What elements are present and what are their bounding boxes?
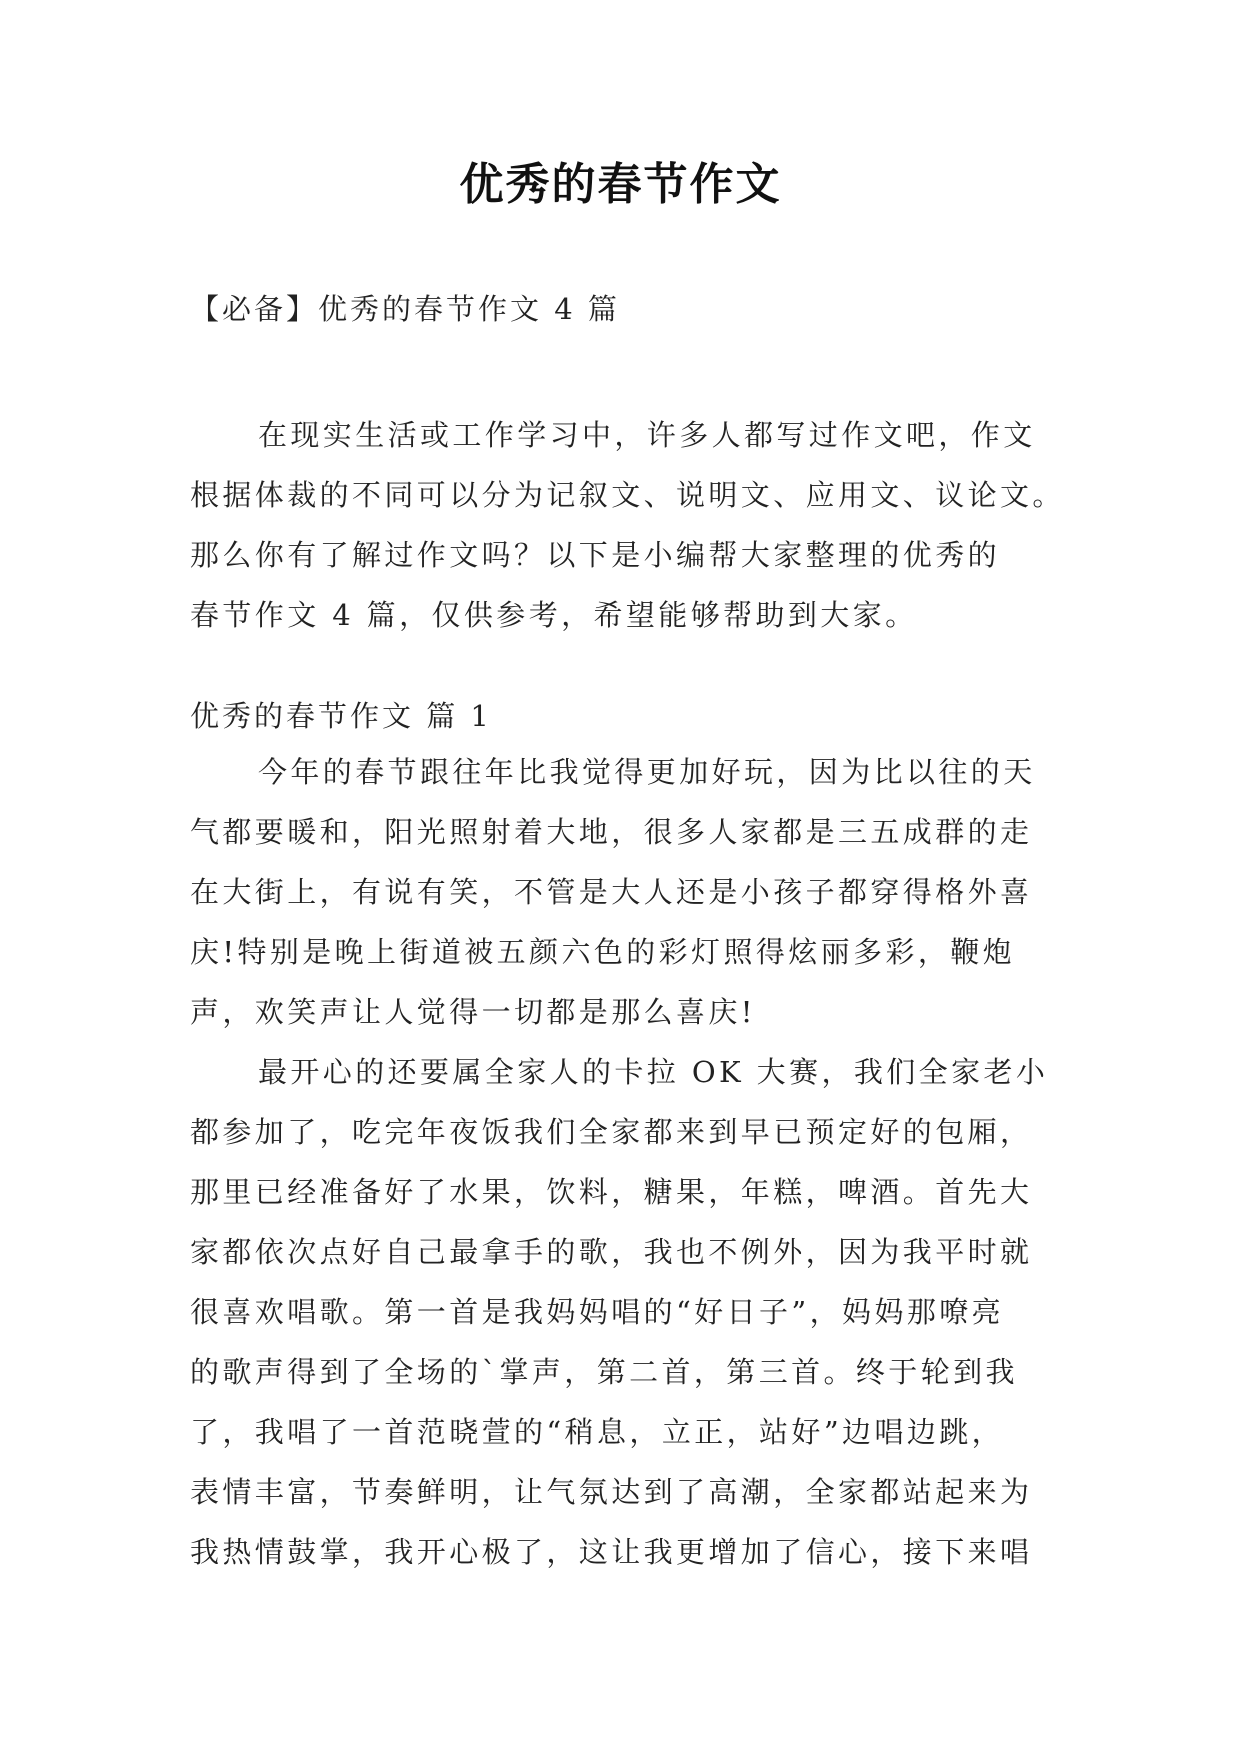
intro-paragraph [190, 405, 1070, 645]
intro-line: 那么你有了解过作文吗？以下是小编帮大家整理的优秀的 [190, 538, 1001, 572]
document-subtitle: 【必备】优秀的春节作文 4 篇 [190, 292, 620, 326]
intro-line: 春节作文 4 篇，仅供参考，希望能够帮助到大家。 [190, 598, 918, 632]
intro-line: 根据体裁的不同可以分为记叙文、说明文、应用文、议论文。 [190, 478, 1065, 512]
body-line: 庆!特别是晚上街道被五颜六色的彩灯照得炫丽多彩，鞭炮 [190, 935, 1016, 969]
intro-line: 在现实生活或工作学习中，许多人都写过作文吧，作文 [258, 418, 1036, 452]
document-title: 优秀的春节作文 [459, 159, 782, 210]
body-line: 的歌声得到了全场的`掌声，第二首，第三首。终于轮到我 [190, 1355, 1018, 1389]
body-line: 了，我唱了一首范晓萱的“稍息，立正，站好”边唱边跳， [190, 1415, 1005, 1449]
body-line: 很喜欢唱歌。第一首是我妈妈唱的“好日子”，妈妈那嘹亮 [190, 1295, 1005, 1329]
body-line: 那里已经准备好了水果，饮料，糖果，年糕，啤酒。首先大 [190, 1175, 1033, 1209]
body-line: 今年的春节跟往年比我觉得更加好玩，因为比以往的天 [258, 755, 1036, 789]
body-line: 都参加了，吃完年夜饭我们全家都来到早已预定好的包厢， [190, 1115, 1033, 1149]
body-line: 气都要暖和，阳光照射着大地，很多人家都是三五成群的走 [190, 815, 1033, 849]
body-line: 在大街上，有说有笑，不管是大人还是小孩子都穿得格外喜 [190, 875, 1033, 909]
section-body [190, 742, 1070, 1582]
body-line: 家都依次点好自己最拿手的歌，我也不例外，因为我平时就 [190, 1235, 1033, 1269]
body-line: 最开心的还要属全家人的卡拉 OK 大赛，我们全家老小 [258, 1055, 1049, 1089]
section-heading: 优秀的春节作文 篇 1 [190, 699, 492, 733]
body-line: 声，欢笑声让人觉得一切都是那么喜庆! [190, 995, 756, 1029]
body-line: 我热情鼓掌，我开心极了，这让我更增加了信心，接下来唱 [190, 1535, 1033, 1569]
body-line: 表情丰富，节奏鲜明，让气氛达到了高潮，全家都站起来为 [190, 1475, 1033, 1509]
